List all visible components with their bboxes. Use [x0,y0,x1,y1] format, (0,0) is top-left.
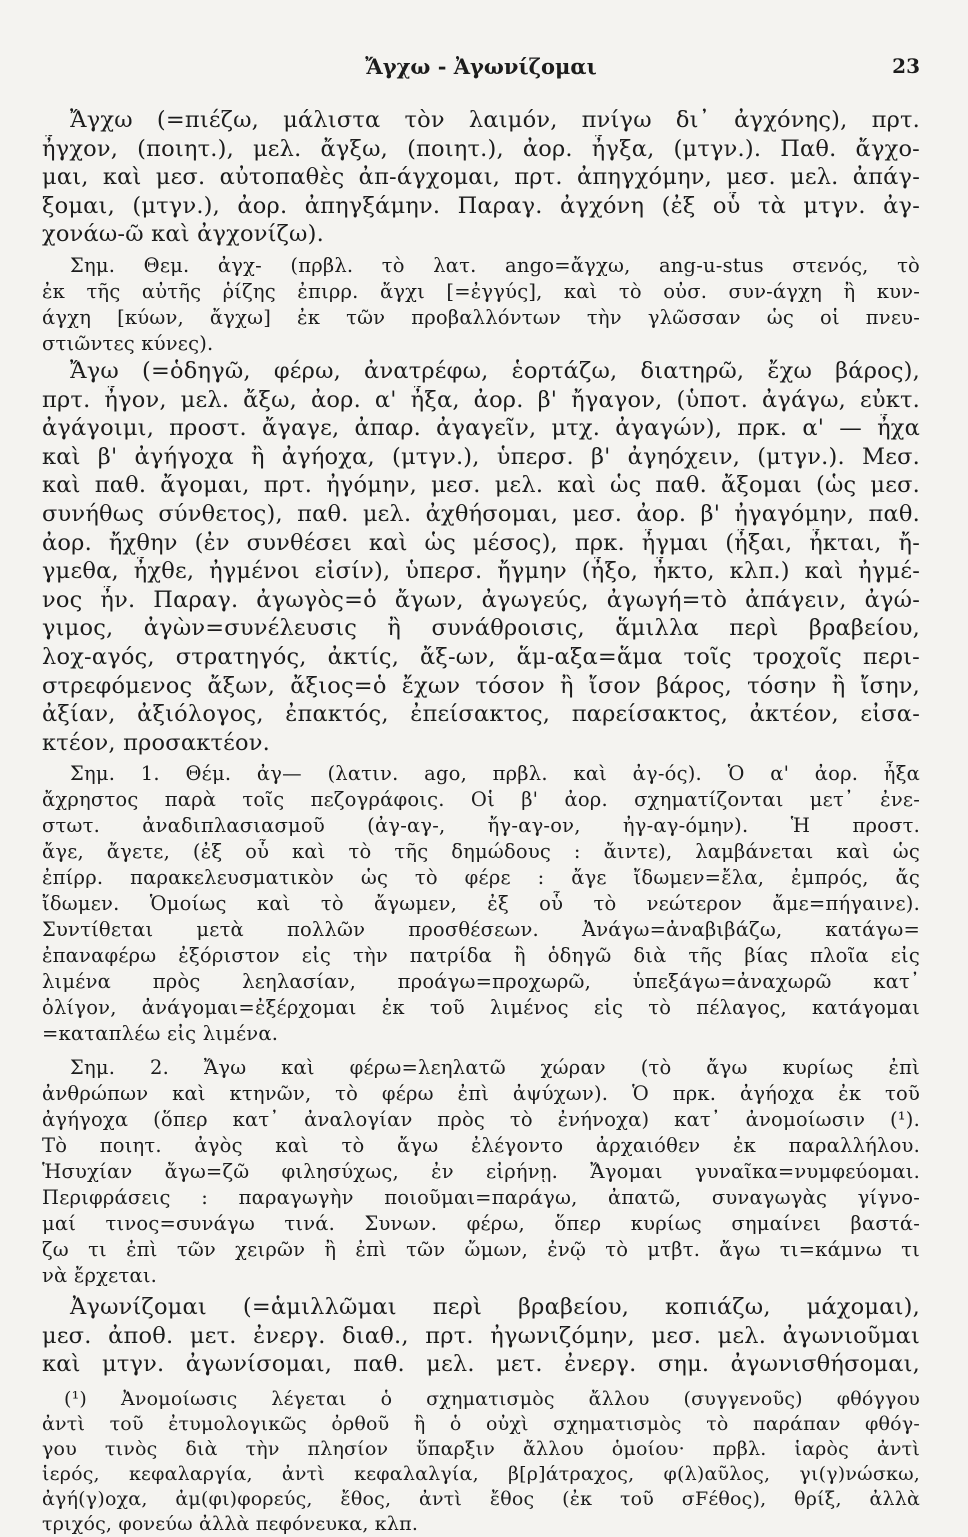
text-line: Σημ. 1. Θέμ. ἀγ— (λατιν. ago, πρβλ. καὶ ἀγ-ός). Ὁ α' ἀορ. ἦξα [70,762,920,786]
text-line: λιμένα πρὸς λεηλασίαν, προάγω=προχωρῶ, ὑπεξάγω=ἀναχωρῶ κατ᾽ [42,970,920,994]
text-line: καὶ β' ἀγήγοχα ἢ ἀγήοχα, (μτγν.), ὑπερσ. β' ἀγηόχειν, (μτγν.). Μεσ. [42,443,920,470]
text-line: τριχός, φονεύω ἀλλὰ πεφόνευκα, κλπ. [42,1513,419,1536]
note-2 [42,1055,920,1289]
entry-agcho-note [42,253,920,357]
text-line: =καταπλέω εἰς λιμένα. [42,1022,279,1046]
text-line: ξομαι, (μτγν.), ἀορ. ἀπηγξάμην. Παραγ. ἀγχόνη (ἐξ οὗ τὰ μτγν. ἀγ- [42,192,920,219]
text-line: ἐπαναφέρω ἐξόριστον εἰς τὴν πατρίδα ἢ ὁδηγῶ διὰ τῆς βίας πλοῖα εἰς [42,944,920,968]
text-line: Ἡσυχίαν ἄγω=ζῶ φιλησύχως, ἐν εἰρήνῃ. Ἄγομαι γυναῖκα=νυμφεύομαι. [42,1160,920,1184]
text-line: ἴδωμεν. Ὁμοίως καὶ τὸ ἄγωμεν, ἐξ οὗ τὸ νεώτερον ἄμε=πήγαινε). [42,892,920,916]
text-line: στωτ. ἀναδιπλασιασμοῦ (ἀγ-αγ-, ἤγ-αγ-ον, ἠγ-αγ-όμην). Ἡ προστ. [42,814,920,838]
text-line: ἐπίρρ. παρακελευσματικὸν ὡς τὸ φέρε : ἄγε ἴδωμεν=ἔλα, ἐμπρός, ἄς [42,866,920,890]
text-line: Ἀγωνίζομαι (=ἁμιλλῶμαι περὶ βραβείου, κοπιάζω, μάχομαι), [70,1294,920,1321]
text-line: Ἄγχω (=πιέζω, μάλιστα τὸν λαιμόν, πνίγω δι᾽ ἀγχόνης), πρτ. [70,107,920,133]
entry-ago [42,357,920,757]
text-line: ἐκ τῆς αὐτῆς ῥίζης ἐπιρρ. ἄγχι [=ἐγγύς], καὶ τὸ οὐσ. συν-άγχη ἢ κυν- [42,279,920,303]
text-line: μαί τινος=συνάγω τινά. Συνων. φέρω, ὅπερ κυρίως σημαίνει βαστά- [42,1212,920,1236]
text-line: άγχη [κύων, ἄγχω] ἐκ τῶν προβαλλόντων τὴν γλῶσσαν ὡς οἱ πνευ- [42,305,920,329]
text-line: Σημ. Θεμ. ἀγχ- (πρβλ. τὸ λατ. ango=ἄγχω, ang-u-stus στενός, τὸ [70,253,920,277]
text-line: ἀντὶ τοῦ ἐτυμολογικῶς ὀρθοῦ ἢ ὁ οὐχὶ σχηματισμὸς τὸ παράπαν φθόγ- [42,1413,920,1436]
text-line: πρτ. ἦγον, μελ. ἄξω, ἀορ. α' ἦξα, ἀορ. β' ἤγαγον, (ὑποτ. ἀγάγω, εὐκτ. [42,386,920,413]
text-line: λοχ-αγός, στρατηγός, ἀκτίς, ἄξ-ων, ἅμ-αξα=ἅμα τοῖς τροχοῖς περι- [42,643,920,670]
text-line: στιῶντες κύνες). [42,331,214,355]
running-head-title: Ἄγχω - Ἀγωνίζομαι [365,53,597,79]
text-line: καὶ μτγν. ἀγωνίσομαι, παθ. μελ. μετ. ἐνεργ. σημ. ἀγωνισθήσομαι, [42,1351,920,1378]
text-line: ἱερός, κεφαλαργία, ἀντὶ κεφαλαλγία, β[ρ]άτραχος, φ(λ)αῦλος, γι(γ)νώσκω, [42,1463,920,1486]
text-line: ζω τι ἐπὶ τῶν χειρῶν ἢ ἐπὶ τῶν ὤμων, ἐνῷ τὸ μτβτ. ἄγω τι=κάμνω τι [42,1238,920,1262]
text-line: συνήθως σύνθετος), παθ. μελ. ἀχθήσομαι, μεσ. ἀορ. β' ἠγαγόμην, παθ. [42,500,920,527]
text-line: Περιφράσεις : παραγωγὴν ποιοῦμαι=παράγω, ἀπατῶ, συναγωγὰς γίγνο- [42,1186,920,1210]
text-line: ἄχρηστος παρὰ τοῖς πεζογράφοις. Οἱ β' ἀορ. σχηματίζονται μετ᾽ ἐνε- [42,788,920,812]
text-line: καὶ παθ. ἄγομαι, πρτ. ἠγόμην, μεσ. μελ. καὶ ὡς παθ. ἄξομαι (ὡς μεσ. [42,472,920,499]
text-line: μαι, καὶ μεσ. αὐτοπαθὲς ἀπ-άγχομαι, πρτ. ἀπηγχόμην, μεσ. μελ. ἀπάγ- [42,164,920,191]
text-line: ἀγή(γ)οχα, ἀμ(φι)φορεύς, ἔθος, ἀντὶ ἔθος (ἐκ τοῦ σFέθος), θρίξ, ἀλλὰ [42,1488,920,1511]
text-line: Ἄγω (=ὁδηγῶ, φέρω, ἀνατρέφω, ἑορτάζω, διατηρῶ, ἔχω βάρος), [70,357,920,384]
running-head [42,44,920,88]
entry-agonizomai [42,1293,920,1379]
text-line: ἦγχον, (ποιητ.), μελ. ἄγξω, (ποιητ.), ἀορ. ἦγξα, (μτγν.). Παθ. ἄγχο- [42,135,920,162]
text-line: Τὸ ποιητ. ἀγὸς καὶ τὸ ἄγω ἐλέγοντο ἀρχαιόθεν ἐκ παραλλήλου. [42,1134,920,1158]
text-line: γιμος, ἀγὼν=συνέλευσις ἢ συνάθροισις, ἅμιλλα περὶ βραβείου, [42,615,920,642]
entry-agcho [42,106,920,249]
text-line: στρεφόμενος ἄξων, ἄξιος=ὁ ἔχων τόσον ἢ ἴσον βάρος, τόσην ἢ ἴσην, [42,672,920,699]
text-line: (¹) Ἀνομοίωσις λέγεται ὁ σχηματισμὸς ἄλλου (συγγενοῦς) φθόγγου [64,1388,920,1411]
text-line: χονάω-ῶ καὶ ἀγχονίζω). [42,221,324,248]
footnote [42,1387,920,1537]
text-line: γμεθα, ἦχθε, ἠγμένοι εἰσίν), ὑπερσ. ἤγμην (ἦξο, ἦκτο, κλπ.) καὶ ἠγμέ- [42,558,920,585]
page-number: 23 [892,54,920,78]
text-line: ἄγε, ἄγετε, (ἐξ οὗ καὶ τὸ τῆς δημώδους : ἄιντε), λαμβάνεται καὶ ὡς [42,840,920,864]
text-line: κτέον, προσακτέον. [42,729,270,756]
text-line: νος ἦν. Παραγ. ἀγωγὸς=ὁ ἄγων, ἀγωγεύς, ἀγωγή=τὸ ἀπάγειν, ἀγώ- [42,586,920,613]
text-line: ἀορ. ἤχθην (ἐν συνθέσει καὶ ὡς μέσος), πρκ. ἦγμαι (ἦξαι, ἦκται, ἤ- [42,529,920,556]
text-line: ἀγάγοιμι, προστ. ἄγαγε, ἀπαρ. ἀγαγεῖν, μτχ. ἀγαγών), πρκ. α' — ἦχα [42,415,920,442]
text-line: ἀξίαν, ἀξιόλογος, ἐπακτός, ἐπείσακτος, παρείσακτος, ἀκτέον, εἰσα- [42,701,920,728]
text-line: ὀλίγον, ἀνάγομαι=ἐξέρχομαι ἐκ τοῦ λιμένος εἰς τὸ πέλαγος, κατάγομαι [42,996,920,1020]
text-line: ἀγήγοχα (ὅπερ κατ᾽ ἀναλογίαν πρὸς τὸ ἐνήνοχα) κατ᾽ ἀνομοίωσιν (¹). [42,1108,920,1132]
text-line: νὰ ἔρχεται. [42,1264,158,1288]
text-line: Συντίθεται μετὰ πολλῶν προσθέσεων. Ἀνάγω=ἀναβιβάζω, κατάγω= [42,918,920,942]
text-line: Σημ. 2. Ἄγω καὶ φέρω=λεηλατῶ χώραν (τὸ ἄγω κυρίως ἐπὶ [70,1056,920,1080]
text-line: μεσ. ἀποθ. μετ. ἐνεργ. διαθ., πρτ. ἠγωνιζόμην, μεσ. μελ. ἀγωνιοῦμαι [42,1322,920,1349]
note-1 [42,761,920,1047]
text-line: γου τινὸς διὰ τὴν πλησίον ὕπαρξιν ἄλλου ὁμοίου· πρβλ. ἱαρὸς ἀντὶ [42,1438,920,1461]
text-line: ἀνθρώπων καὶ κτηνῶν, τὸ φέρω ἐπὶ ἀψύχων). Ὁ πρκ. ἀγήοχα ἐκ τοῦ [42,1082,920,1106]
